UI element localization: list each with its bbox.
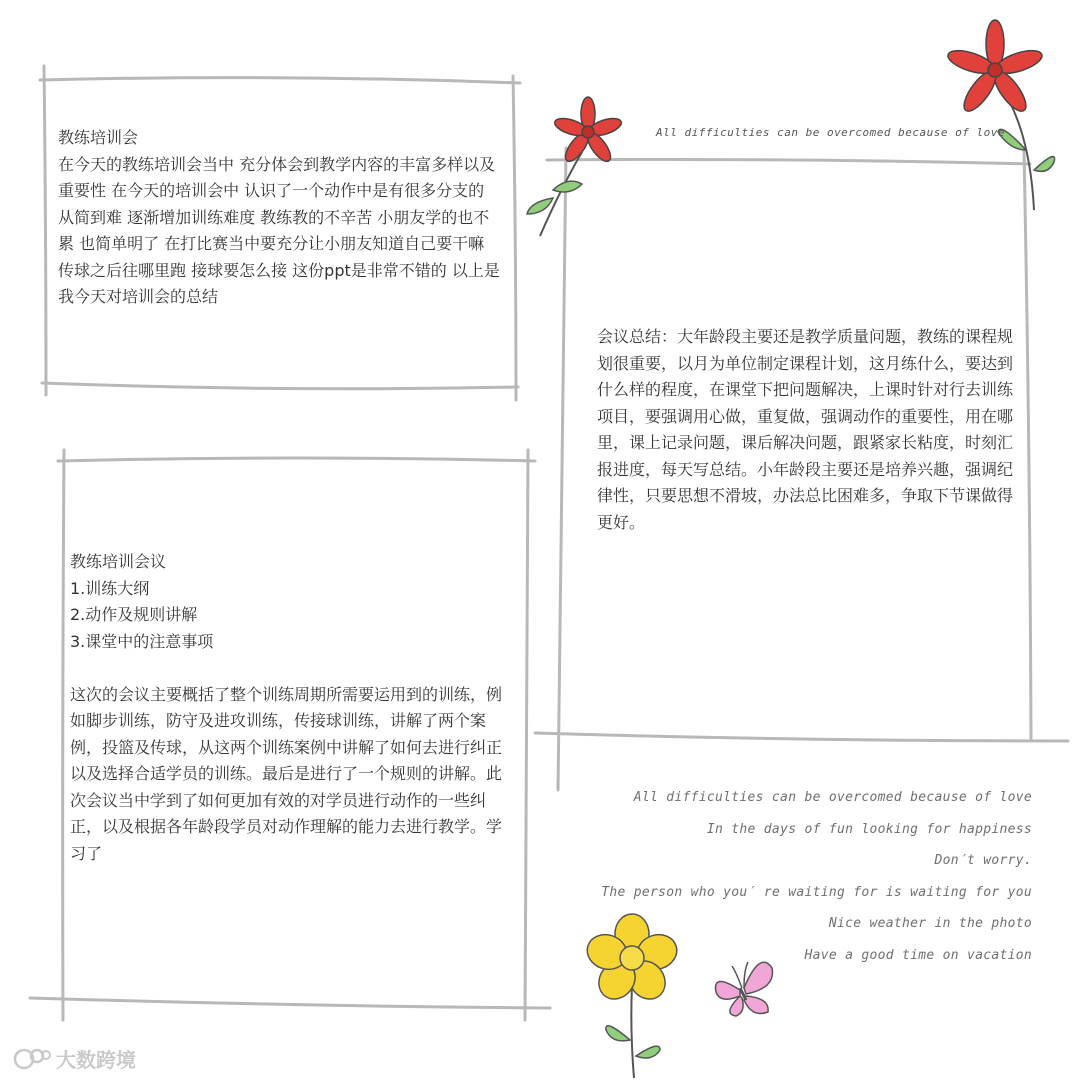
quote-line: Have a good time on vacation — [804, 947, 1032, 963]
quote-line: In the days of fun looking for happiness — [706, 821, 1032, 837]
top-quote: All difficulties can be overcomed because of love — [656, 126, 1006, 139]
note1-body: 在今天的教练培训会当中 充分体会到教学内容的丰富多样以及重要性 在今天的培训会中 认识了一个动作中是有很多分支的 从简到难 逐渐增加训练难度 教练教的不辛苦 小朋友学的也不累 也简单明了 在打比赛当中要充分让小朋友知道自己要干嘛 传球之后往哪里跑 接球要怎么接 这份ppt是非常不错的 以上是我今天对培训会的总结 — [58, 154, 500, 306]
red-flower-right — [945, 20, 1054, 210]
note2-body: 会议总结：大年龄段主要还是教学质量问题，教练的课程规划很重要，以月为单位制定课程计划，这月练什么，要达到什么样的程度，在课堂下把问题解决，上课时针对行去训练项目，要强调用心做，重复做，强调动作的重要性，用在哪里，课上记录问题，课后解决问题，跟紧家长粘度，时刻汇报进度，每天写总结。小年龄段主要还是培养兴趣，强调纪律性，只要思想不滑坡，办法总比困难多，争取下节课做得更好。 — [597, 327, 1014, 532]
quote-list — [601, 788, 1032, 977]
red-flower-left — [527, 97, 623, 236]
note3-item-2: 2.动作及规则讲解 — [70, 605, 198, 624]
watermark-logo-icon — [12, 1046, 52, 1072]
quote-line: The person who you′ re waiting for is waiting for you — [601, 884, 1032, 900]
note1-title: 教练培训会 — [58, 128, 139, 147]
quote-line: All difficulties can be overcomed because of love — [633, 790, 1032, 805]
note3-title: 教练培训会议 — [70, 552, 167, 571]
note-training-meeting — [58, 125, 503, 311]
quote-line: Don′t worry. — [934, 853, 1032, 868]
note-meeting-summary — [597, 324, 1027, 536]
watermark-text: 大数跨境 — [56, 1048, 136, 1072]
note3-body: 这次的会议主要概括了整个训练周期所需要运用到的训练，例如脚步训练，防守及进攻训练，传接球训练，讲解了两个案例，投篮及传球，从这两个训练案例中讲解了如何去进行纠正以及选择合适学员的训练。最后是进行了一个规则的讲解。此次会议当中学到了如何更加有效的对学员进行动作的一些纠正，以及根据各年龄段学员对动作理解的能力去进行教学。学习了 — [70, 684, 503, 863]
note3-item-3: 3.课堂中的注意事项 — [70, 631, 214, 651]
watermark — [12, 1044, 136, 1073]
note-training-conference — [70, 549, 508, 867]
note3-item-1: 1.训练大纲 — [70, 578, 150, 598]
quote-line: Nice weather in the photo — [828, 916, 1032, 931]
